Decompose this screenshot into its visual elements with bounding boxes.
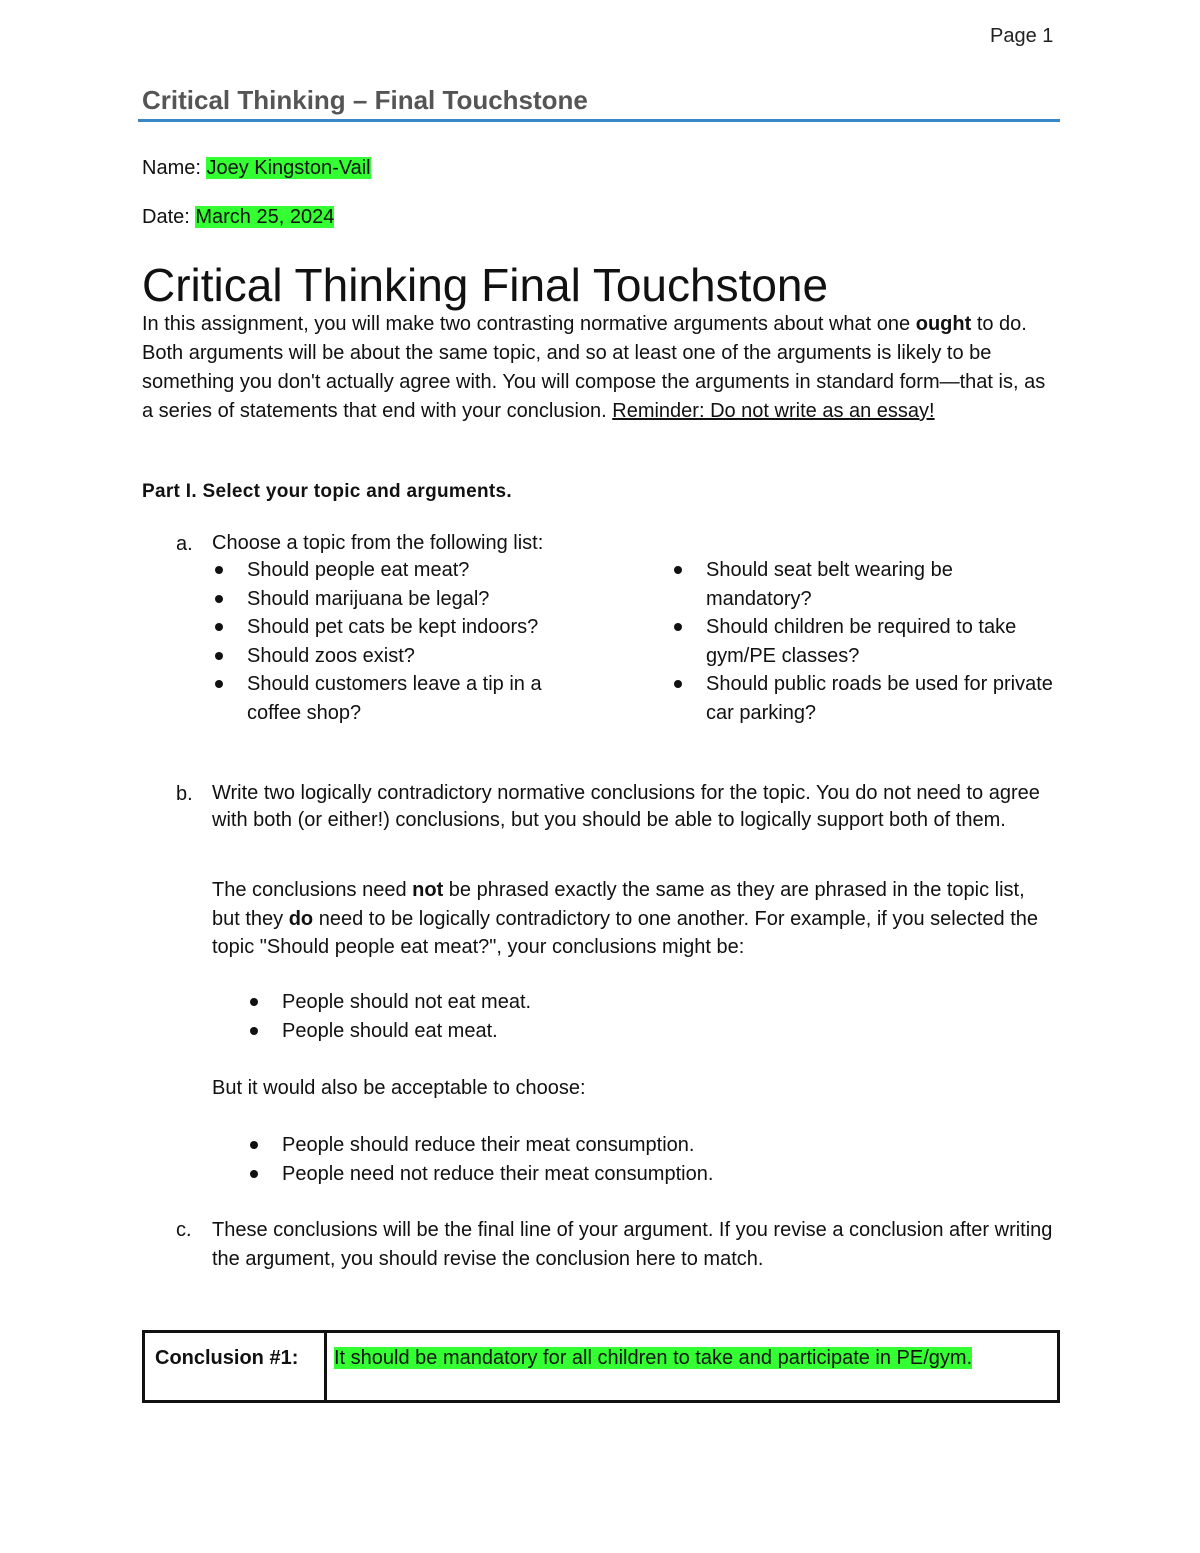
topic-list-right [671, 556, 1056, 728]
item-b-paragraph-2: The conclusions need not be phrased exactly the same as they are phrased in the topic list, but they do need to be logically contradictory to one another. For example, if you selected the topic "Should people eat meat?", your conclusions might be: [212, 879, 1039, 958]
document-header-title: Critical Thinking – Final Touchstone [142, 85, 588, 115]
intro-text-2: to do. Both arguments will be about the same topic, and so at least one of the arguments is likely to be something you don't actually agree with. You will compose the arguments in standard form—that is, as a series of statements that end with your conclusion. [142, 313, 1046, 422]
topic-list-item: Should public roads be used for private car parking? [671, 670, 1056, 727]
part1-heading: Part I. Select your topic and arguments. [142, 481, 512, 502]
name-value[interactable]: Joey Kingston-Vail [206, 157, 371, 179]
name-field [142, 157, 371, 180]
intro-paragraph [142, 310, 1052, 426]
item-b-paragraph-3: But it would also be acceptable to choose: [212, 1077, 586, 1099]
page-number: Page 1 [990, 25, 1054, 47]
example-list-2 [247, 1131, 1047, 1188]
header-divider [138, 119, 1060, 122]
bold-not: not [412, 879, 444, 901]
date-label: Date: [142, 206, 196, 228]
intro-reminder: Reminder: Do not write as an essay! [612, 400, 935, 422]
topic-list-item: Should children be required to take gym/PE classes? [671, 613, 1056, 670]
topic-list-left [212, 556, 562, 728]
example-conclusion-item: People should reduce their meat consumption. [247, 1131, 1047, 1160]
item-c-marker: c. [176, 1219, 192, 1241]
example-list-1 [247, 988, 1047, 1045]
page-title: Critical Thinking Final Touchstone [142, 259, 829, 311]
example-conclusion-item: People need not reduce their meat consumption. [247, 1160, 1047, 1189]
bold-do: do [288, 907, 314, 930]
topic-list-item: Should people eat meat? [212, 556, 562, 585]
example-conclusion-item: People should not eat meat. [247, 988, 1047, 1017]
topic-list-item: Should pet cats be kept indoors? [212, 613, 562, 642]
date-field [142, 206, 334, 229]
item-b-text: Write two logically contradictory normative conclusions for the topic. You do not need to agree with both (or either!) conclusions, but you should be able to logically support both of them. [212, 782, 1040, 831]
item-b-marker: b. [176, 783, 193, 805]
example-conclusion-item: People should eat meat. [247, 1017, 1047, 1046]
conclusion-table [142, 1330, 1060, 1403]
intro-text: In this assignment, you will make two contrasting normative arguments about what one [142, 313, 916, 335]
topic-list-item: Should seat belt wearing be mandatory? [671, 556, 1056, 613]
topic-list-item: Should customers leave a tip in a coffee shop? [212, 670, 562, 727]
conclusion-1-label: Conclusion #1: [145, 1333, 327, 1400]
conclusion-1-cell[interactable] [327, 1333, 972, 1400]
topic-list-item: Should marijuana be legal? [212, 585, 562, 614]
item-a-text: Choose a topic from the following list: [212, 532, 544, 554]
conclusion-1-value[interactable]: It should be mandatory for all children to take and participate in PE/gym. [334, 1347, 973, 1369]
intro-bold-ought: ought [915, 313, 972, 335]
item-c-text: These conclusions will be the final line of your argument. If you revise a conclusion after writing the argument, you should revise the conclusion here to match. [212, 1219, 1053, 1270]
name-label: Name: [142, 157, 207, 179]
date-value[interactable]: March 25, 2024 [195, 206, 335, 228]
topic-list-item: Should zoos exist? [212, 642, 562, 671]
item-a-marker: a. [176, 533, 193, 555]
